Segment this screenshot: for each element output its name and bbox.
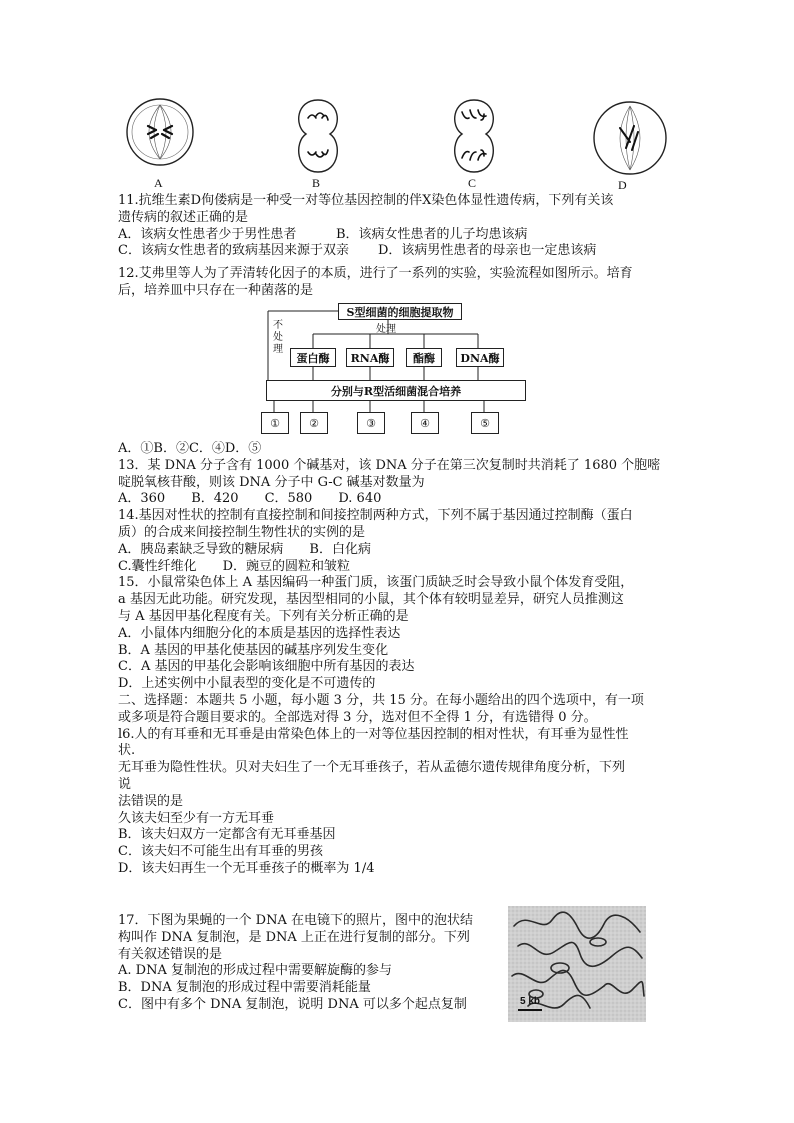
enzyme-box-rnase: RNA酶 xyxy=(346,348,394,367)
question-15-option: D．上述实例中小鼠表型的变化是不可遗传的 xyxy=(118,676,376,692)
treat-label: 处理 xyxy=(376,324,396,335)
question-13-line: 啶脱氧核苷酸，则该 DNA 分子中 G-C 碱基对数量为 xyxy=(118,474,425,490)
question-17-line: 有关叙述错误的是 xyxy=(118,946,223,962)
question-15-option: C．A 基因的甲基化会影响该细胞中所有基因的表达 xyxy=(118,659,415,675)
option-c: C．该病女性患者的致病基因来源于双亲 xyxy=(118,243,349,259)
s-extract-box: S型细菌的细胞提取物 xyxy=(338,303,462,320)
result-box-4: ④ xyxy=(411,412,439,434)
question-12-options: A．①B．②C．④D．⑤ xyxy=(118,441,262,456)
question-text-line: 后，培养皿中只存在一种菌落的是 xyxy=(118,282,314,298)
question-17-line: 构叫作 DNA 复制泡，是 DNA 上正在进行复制的部分。下列 xyxy=(118,929,470,945)
section-2-heading-line: 或多项是符合题目要求的。全部选对得 3 分，选对但不全得 1 分，有选错得 0 分。 xyxy=(118,709,597,725)
question-text-line: 12.艾弗里等人为了弄清转化因子的本质，进行了一系列的实验，实验流程如图所示。培育 xyxy=(118,266,633,281)
question-16-line: 说 xyxy=(118,776,132,792)
question-17-option: C．图中有多个 DNA 复制泡，说明 DNA 可以多个起点复制 xyxy=(118,996,467,1012)
question-16-line: l6.人的有耳垂和无耳垂是由常染色体上的一对等位基因控制的相对性状，有耳垂为显性性 xyxy=(118,726,629,742)
enzyme-box-dnase: DNA酶 xyxy=(456,348,504,367)
question-17-option: A. DNA 复制泡的形成过程中需要解旋酶的参与 xyxy=(118,963,392,979)
question-17 xyxy=(118,913,498,1014)
question-15-line: 15．小鼠常染色体上 A 基因编码一种蛋门质，该蛋门质缺乏时会导致小鼠个体发育受阻， xyxy=(118,575,634,591)
enzyme-box-esterase: 酯酶 xyxy=(406,348,442,367)
question-11 xyxy=(118,193,678,260)
question-16-option: 久该夫妇至少有一方无耳垂 xyxy=(118,810,275,826)
question-14-line: 14.基因对性状的控制有直接控制和间接控制两种方式，下列不属于基因通过控制酶（蛋白 xyxy=(118,508,633,524)
mix-culture-box: 分别与R型活细菌混合培养 xyxy=(266,380,526,401)
cell-label-d: D xyxy=(618,178,627,192)
option-a: A．该病女性患者少于男性患者 xyxy=(118,226,297,242)
section-2-heading-line: 二、选择题：本题共 5 小题，每小题 3 分，共 15 分。在每小题给出的四个选项中，有一项 xyxy=(118,692,644,708)
question-12 xyxy=(118,266,678,300)
question-16-option: C．该夫妇不可能生出有耳垂的男孩 xyxy=(118,844,323,860)
question-17-line: 17．下图为果蝇的一个 DNA 在电镜下的照片，图中的泡状结 xyxy=(118,913,473,928)
question-15-line: a 基因无此功能。研究发现，基因型相同的小鼠，其个体有较明显差异，研究人员推测这 xyxy=(118,592,624,608)
question-14-option-row: C.囊性纤维化 D．豌豆的圆粒和皱粒 xyxy=(118,558,351,574)
question-16-option: D．该夫妇再生一个无耳垂孩子的概率为 1/4 xyxy=(118,860,375,876)
question-17-option: B．DNA 复制泡的形成过程中需要消耗能量 xyxy=(118,980,371,996)
question-15-line: 与 A 基因甲基化程度有关。下列有关分析正确的是 xyxy=(118,608,409,624)
result-box-2: ② xyxy=(300,412,328,434)
question-13-options: A．360 B．420 C．580 D. 640 xyxy=(118,491,382,507)
result-box-5: ⑤ xyxy=(471,412,499,434)
dna-micrograph xyxy=(508,906,646,1022)
question-16-line: 无耳垂为隐性性状。贝对夫妇生了一个无耳垂孩子，若从孟德尔遗传规律角度分析，下列 xyxy=(118,760,626,776)
question-text-line: 遗传病的叙述正确的是 xyxy=(118,209,249,225)
no-treat-label: 不处理 xyxy=(273,320,283,355)
scale-bar-label: 5 kb xyxy=(520,996,541,1007)
result-box-3: ③ xyxy=(357,412,385,434)
option-b: B．该病女性患者的儿子均患该病 xyxy=(336,226,528,242)
question-16-line: 法错误的是 xyxy=(118,793,184,809)
question-13-line: 13．某 DNA 分子含有 1000 个碱基对，该 DNA 分子在第三次复制时共消耗了 1680 个胞嘧 xyxy=(118,457,661,473)
result-box-1: ① xyxy=(261,412,289,434)
question-14-line: 质）的合成来间接控制生物性状的实例的是 xyxy=(118,524,366,540)
cell-label-b: B xyxy=(312,176,321,190)
question-15-option: B．A 基因的甲基化使基因的碱基序列发生变化 xyxy=(118,642,389,658)
question-16-option: B．该夫妇双方一定都含有无耳垂基因 xyxy=(118,827,336,843)
cell-division-figures xyxy=(118,96,678,192)
cell-label-a: A xyxy=(154,176,163,190)
question-text-line: 11.抗维生素D佝偻病是一种受一对等位基因控制的伴X染色体显性遗传病，下列有关该 xyxy=(118,193,614,208)
cell-figure-c xyxy=(444,96,504,180)
cell-figure-d xyxy=(590,96,670,184)
question-14-option-row: A．胰岛素缺乏导致的糖尿病 B．白化病 xyxy=(118,541,371,557)
experiment-flow-diagram xyxy=(258,300,528,438)
option-row xyxy=(118,243,678,260)
question-16-line: 状. xyxy=(118,743,136,759)
enzyme-box-protease: 蛋白酶 xyxy=(290,348,336,367)
question-15-option: A．小鼠体内细胞分化的本质是基因的选择性表达 xyxy=(118,625,401,641)
cell-figure-a xyxy=(118,96,202,180)
option-d: D．该病男性患者的母亲也一定患该病 xyxy=(378,243,597,259)
questions-12-16 xyxy=(118,441,678,878)
cell-figure-b xyxy=(288,96,348,180)
option-row xyxy=(118,227,678,244)
cell-label-c: C xyxy=(468,176,477,190)
